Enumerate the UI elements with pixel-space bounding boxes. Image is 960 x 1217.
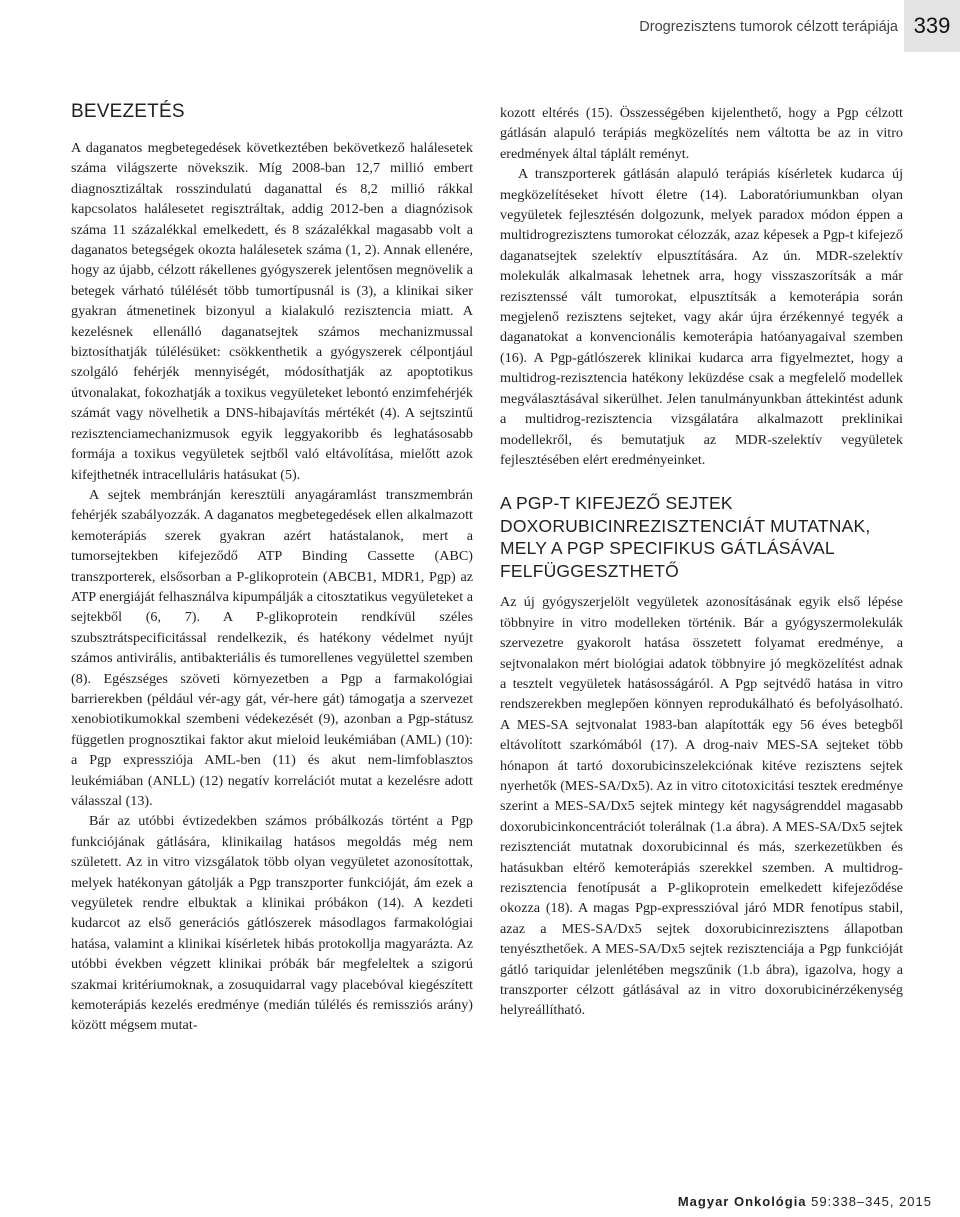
left-column: [71, 100, 473, 1036]
journal-citation: 59:338–345, 2015: [811, 1194, 932, 1209]
paragraph: A daganatos megbetegedések következtében bekövetkező halálesetek száma világszerte növekszik. Míg 2008-ban 12,7 millió embert diagnosztizáltak rosszindulatú daganattal és 8,2 millió rákkal kapcsolatos halálesetet regisztráltak, addig 2012-ben a diagnózisok száma 11 százalékkal emelkedett, és 8 százalékkal magasabb volt a daganatos betegségek okozta halálesetek száma (1, 2). Annak ellenére, hogy az újabb, célzott rákellenes gyógyszerek jelentősen megnövelik a betegek várható túlélését több tumortípusnál is (3), a klinikai siker gyakran átmenetinek bizonyul a kialakuló rezisztencia miatt. A kezelésnek ellenálló daganatsejtek számos mechanizmussal biztosíthatják túlélésüket: csökkenthetik a gyógyszerek célpontjául szolgáló fehérjék mennyiségét, módosíthatják az apoptotikus útvonalakat, fokozhatják a toxikus vegyületeket lebontó enzimfehérjék számát vagy növelhetik a DNS-hibajavítás mértékét (4). A sejtszintű rezisztenciamechanizmusok egyik leggyakoribb és leghatásosabb formája a toxikus vegyületek sejtből való eltávolítása, mielőtt azok kifejthetnék intracelluláris hatásukat (5).: [71, 140, 473, 483]
paragraph: Bár az utóbbi évtizedekben számos próbálkozás történt a Pgp funkciójának gátlására, klinikailag hatásos megoldás még nem született. Az in vitro vizsgálatok több olyan vegyületet azonosítottak, melyek hatékonyan gátolják a Pgp transzporter funkcióját, ám ezek a vegyületek rendre elbuktak a klinikai próbákon (14). A kezdeti kudarcot az első generációs gátlószerek másodlagos farmakológiai hatása, valamint a klinikai kísérletek hibás protokollja magyarázta. Az utóbbi években végzett klinikai próbák bár megfeleltek a szigorú szakmai kritériumoknak, a zosuquidarral vagy placebóval kiegészített kemoterápiás kezelés eredménye (medián túlélés és remissziós arány) között mégsem mutat-: [71, 813, 473, 1034]
page-footer: [678, 1194, 932, 1209]
paragraph: kozott eltérés (15). Összességében kijelenthető, hogy a Pgp célzott gátlásán alapuló terápiás megközelítés nem váltotta be az in vitro eredmények által táplált reményt.: [500, 105, 903, 162]
paragraph: Az új gyógyszerjelölt vegyületek azonosításának egyik első lépése többnyire in vitro modelleken történik. Bár a gyógyszermolekulák szervezetre gyakorolt hatása összetett folyamat eredménye, a sejtvonalakon mért biológiai adatok többnyire jó megközelítést adnak a tesztelt vegyületek hatásosságáról. A Pgp sejtvédő hatása in vitro rendszerekben meglepően könnyen reprodukálható és befolyásolható. A MES-SA sejtvonalat 1983-ban alapították egy 56 éves betegből eltávolított szarkómából (17). A drog-naiv MES-SA sejteket több hónapon át tartó doxorubicinszelekciónak kitéve rezisztens sejtek nyerhetők (MES-SA/Dx5). Az in vitro citotoxicitási tesztek eredménye szerint a MES-SA/Dx5 sejtek mintegy két nagyságrenddel magasabb doxorubicinkoncentrációt tolerálnak (1.a ábra). A MES-SA/Dx5 sejtek rezisztenciát mutatnak doxorubicinnal és más, szerkezetükben és hatásukban eltérő kemoterápiás szerekkel szemben. A multidrog-rezisztencia fenotípusát a P-glikoprotein emelkedett kifejeződése okozza (18). A magas Pgp-expresszióval járó MDR fenotípus stabil, azaz a MES-SA/Dx5 sejtek doxorubicinrezisztens állapotban tenyészthetőek. A MES-SA/Dx5 sejtek rezisztenciája a Pgp funkcióját gátló tariquidar jelenlétében megszűnik (1.b ábra), igazolva, hogy a transzporter célzott gátlásával az in vitro doxorubicinérzékenység helyreállítható.: [500, 594, 903, 1019]
page-number: 339: [904, 0, 960, 52]
section-heading-pgp: A PGP-T KIFEJEZŐ SEJTEK DOXORUBICINREZISZTENCIÁT MUTATNAK, MELY A PGP SPECIFIKUS GÁTLÁSÁVAL FELFÜGGESZTHETŐ: [500, 493, 871, 581]
paragraph: A transzporterek gátlásán alapuló terápiás kísérletek kudarca új megközelítéseket hívott életre (14). Laboratóriumunkban olyan vegyületek fejlesztésén dolgozunk, melyek paradox módon éppen a multidrogrezisztens tumorokat célozzák, azaz képesek a Pgp-t kifejező daganatsejtek szelektív elpusztítására. Az ún. MDR-szelektív molekulák alkalmasak lehetnek arra, hogy visszaszorítsák a már rezisztenssé vált tumorokat, elpusztítsák a kemoterápia során megjelenő rezisztens sejteket, vagy akár újra érzékennyé tegyék a daganatokat a konvencionális kemoterápia hatóanyagaival szemben (16). A Pgp-gátlószerek klinikai kudarca arra figyelmeztet, hogy a multidrog-rezisztencia hatékony leküzdése csak a megfelelő modellek megválasztásával sikerülhet. Jelen tanulmányunkban áttekintést adunk a multidrog-rezisztencia vizsgálatára alkalmazott preklinikai modellekről, és bemutatjuk az MDR-szelektív vegyületek fejlesztésében elért eredményeinket.: [500, 166, 903, 468]
right-column: [500, 103, 903, 1021]
running-title: Drogrezisztens tumorok célzott terápiája: [639, 19, 898, 35]
section-heading-introduction: BEVEZETÉS: [71, 101, 185, 122]
page-header: [0, 0, 960, 52]
journal-name: Magyar Onkológia: [677, 1194, 807, 1209]
paragraph: A sejtek membránján keresztüli anyagáramlást transzmembrán fehérjék szabályozzák. A daganatos megbetegedések ellen alkalmazott kemoterápiás szerek gyakran azért hatástalanok, mert a tumorsejtekben kifejeződő ATP Binding Cassette (ABC) transzporterek, elsősorban a P-glikoprotein (ABCB1, MDR1, Pgp) az ATP energiáját felhasználva kipumpálják a citosztatikus vegyületeket a sejtekből (6, 7). A P-glikoprotein rendkívül széles szubsztrátspecificitással rendelkezik, és hatékony védelmet nyújt számos antivirális, antibakteriális és tumorellenes vegyülettel szemben (8). Egészséges szöveti környezetben a Pgp a farmakológiai barrierekben (például vér-agy gát, vér-here gát) támogatja a szervezet xenobiotikumokkal szembeni védekezését (9), azonban a Pgp-státusz független prognosztikai faktor akut mieloid leukémiában (AML) (10): a Pgp expressziója AML-ben (11) és akut nem-limfoblasztos leukémiában (ANLL) (12) negatív korrelációt mutat a kezelésre adott válasszal (13).: [71, 486, 473, 809]
